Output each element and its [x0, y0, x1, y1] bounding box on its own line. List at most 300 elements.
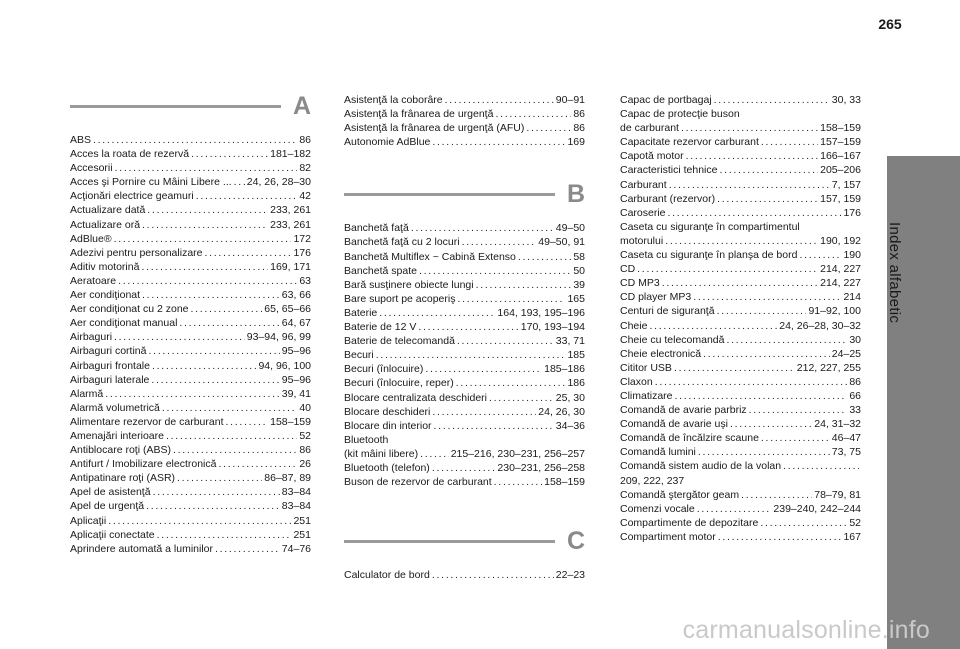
dot-leader	[675, 389, 848, 403]
dot-leader	[215, 542, 280, 556]
index-entry-pages: 165	[567, 292, 585, 305]
index-entry-pages: 39, 41	[281, 387, 311, 400]
index-entry	[620, 107, 861, 121]
index-entry-title: Comandă sistem audio de la volan	[620, 460, 782, 473]
section-rule	[344, 540, 555, 543]
dot-leader	[693, 290, 841, 304]
index-entry	[620, 178, 861, 192]
index-entry-title: Comandă de încălzire scaune	[620, 432, 759, 445]
index-entry-pages: 78–79, 81	[814, 488, 861, 501]
section-header-b	[344, 181, 585, 221]
dot-leader	[749, 403, 848, 417]
index-entry	[344, 221, 585, 235]
index-entry-pages: 50	[573, 264, 585, 277]
index-entry-pages: 176	[293, 246, 311, 259]
index-entry-title: Bluetooth	[344, 433, 389, 446]
dot-leader	[717, 304, 807, 318]
index-entry	[70, 175, 311, 189]
index-entry	[344, 461, 585, 475]
dot-leader	[425, 362, 542, 376]
dot-leader	[141, 260, 268, 274]
index-entry-pages: 52	[849, 516, 861, 529]
page-number: 265	[878, 16, 902, 32]
dot-leader	[760, 516, 847, 530]
index-entry-pages: 214, 227	[820, 277, 861, 290]
index-entry-title: Actualizare oră	[70, 218, 141, 231]
index-entry-pages: 190	[843, 249, 861, 262]
index-entry	[620, 502, 861, 516]
dot-leader	[226, 415, 269, 429]
index-entry-pages: 86	[299, 134, 311, 146]
dot-leader	[108, 514, 291, 528]
index-entry-pages: 74–76	[281, 542, 311, 555]
dot-leader	[162, 401, 297, 415]
index-entry	[70, 485, 311, 499]
index-entry-title: Becuri (înlocuire, reper)	[344, 377, 454, 390]
index-entry-pages: 83–84	[281, 500, 311, 513]
entry-list-a-continued	[344, 93, 585, 149]
dot-leader	[173, 443, 297, 457]
index-entry-title: Acces şi Pornire cu Mâini Libere ...	[70, 176, 232, 189]
watermark-text: carmanualsonline.info	[682, 616, 930, 644]
section-rule	[344, 193, 555, 196]
index-entry	[70, 542, 311, 556]
dot-leader	[686, 149, 818, 163]
dot-leader	[114, 232, 292, 246]
index-entry-title: Aer condiţionat manual	[70, 317, 178, 330]
index-entry-pages: 214	[843, 291, 861, 304]
index-entry-pages: 30, 33	[831, 94, 861, 106]
index-entry	[620, 445, 861, 459]
index-entry	[620, 347, 861, 361]
index-entry-pages: 230–231, 256–258	[497, 461, 585, 474]
dot-leader	[462, 235, 537, 249]
index-entry-title: Airbaguri cortină	[70, 345, 147, 358]
index-entry-pages: 86	[299, 444, 311, 457]
dot-leader	[148, 344, 279, 358]
index-entry-pages: 157, 159	[820, 192, 861, 205]
index-entry-title: Blocare centralizata deschideri	[344, 391, 487, 404]
dot-leader	[432, 405, 536, 419]
dot-leader	[166, 429, 297, 443]
section-header-c	[344, 528, 585, 568]
index-entry	[620, 431, 861, 445]
index-entry-pages: 83–84	[281, 486, 311, 499]
index-entry-title: AdBlue®	[70, 232, 112, 245]
index-entry-pages: 42	[299, 190, 311, 203]
dot-leader	[649, 319, 777, 333]
index-entry-title: Capac de protecţie buson	[620, 108, 740, 121]
index-entry-title: Adezivi pentru personalizare	[70, 246, 203, 259]
index-entry	[70, 514, 311, 528]
index-entry-title: CD	[620, 263, 636, 276]
index-entry-pages: 239–240, 242–244	[773, 502, 861, 515]
index-entry-pages: 169, 171	[270, 260, 311, 273]
index-entry	[620, 304, 861, 318]
index-entry	[70, 471, 311, 485]
dot-leader	[418, 320, 518, 334]
dot-leader	[518, 250, 571, 264]
index-entry	[344, 447, 585, 461]
index-entry-title: Calculator de bord	[344, 569, 430, 582]
index-entry-pages: 158–159	[544, 476, 585, 489]
index-entry-title: Climatizare	[620, 389, 673, 402]
dot-leader	[668, 206, 842, 220]
dot-leader	[445, 93, 554, 107]
index-entry-title: Autonomie AdBlue	[344, 136, 431, 149]
dot-leader	[419, 264, 571, 278]
dot-leader	[432, 461, 496, 475]
index-entry-title: Blocare din interior	[344, 419, 432, 432]
dot-leader	[783, 459, 859, 473]
index-entry-pages: 181–182	[270, 148, 311, 161]
index-entry	[620, 276, 861, 290]
index-entry	[620, 206, 861, 220]
index-entry-title: Antifurt / Imobilizare electronică	[70, 458, 217, 471]
index-entry	[344, 405, 585, 419]
index-entry-title: Compartimente de depozitare	[620, 516, 759, 529]
dot-leader	[411, 221, 554, 235]
index-entry	[344, 235, 585, 249]
index-entry-pages: 64, 67	[281, 317, 311, 330]
index-entry-title: Comandă lumini	[620, 446, 696, 459]
index-entry-title: Alimentare rezervor de carburant	[70, 415, 224, 428]
dot-leader	[681, 121, 818, 135]
dot-leader	[191, 302, 263, 316]
index-entry	[70, 218, 311, 232]
dot-leader	[718, 530, 842, 544]
index-entry	[344, 334, 585, 348]
dot-leader	[730, 417, 812, 431]
index-entry-title: Banchetă faţă	[344, 222, 409, 235]
index-entry-title: Asistenţă la frânarea de urgenţă (AFU)	[344, 122, 525, 135]
index-column-3	[620, 93, 861, 544]
index-entry	[620, 234, 861, 248]
index-entry-pages: 157–159	[820, 136, 861, 149]
index-entry-pages: 214, 227	[820, 263, 861, 276]
index-entry-pages: 33	[849, 404, 861, 417]
index-entry	[344, 419, 585, 433]
index-entry-pages: 24, 26–28, 30–32	[779, 319, 861, 332]
index-entry	[344, 320, 585, 334]
index-entry-title: Caseta cu siguranţe în compartimentul	[620, 220, 800, 233]
index-entry	[70, 528, 311, 542]
index-entry-pages: 33, 71	[555, 335, 585, 348]
dot-leader	[151, 373, 279, 387]
index-entry-pages: 49–50, 91	[538, 236, 585, 249]
dot-leader	[142, 288, 280, 302]
index-entry	[344, 107, 585, 121]
index-entry-title: Capotă motor	[620, 150, 684, 163]
index-entry	[344, 348, 585, 362]
index-entry-title: Antipatinare roţi (ASR)	[70, 472, 176, 485]
index-entry	[344, 93, 585, 107]
dot-leader	[526, 121, 571, 135]
index-entry	[344, 250, 585, 264]
index-entry-pages: 212, 227, 255	[796, 361, 861, 374]
dot-leader	[179, 316, 279, 330]
index-entry-pages: 185–186	[544, 363, 585, 376]
index-entry	[620, 403, 861, 417]
index-entry	[620, 163, 861, 177]
dot-leader	[177, 471, 262, 485]
index-entry-pages: 24, 26, 28–30	[246, 176, 311, 189]
index-entry-title: Aplicaţii	[70, 514, 107, 527]
index-entry-pages: 205–206	[820, 164, 861, 177]
index-entry-title: Caroserie	[620, 206, 666, 219]
index-entry-title: Asistenţă la frânarea de urgenţă	[344, 108, 494, 121]
index-entry-title: Compartiment motor	[620, 530, 716, 543]
index-entry	[70, 189, 311, 203]
index-entry	[70, 344, 311, 358]
dot-leader	[152, 359, 256, 373]
index-entry	[70, 133, 311, 147]
index-entry-title: Airbaguri frontale	[70, 359, 150, 372]
dot-leader	[118, 274, 297, 288]
index-entry-pages: 94, 96, 100	[258, 359, 311, 372]
dot-leader	[741, 488, 812, 502]
dot-leader	[234, 175, 245, 189]
dot-leader	[93, 133, 297, 147]
index-entry-pages: 95–96	[281, 373, 311, 386]
index-entry-pages: 46–47	[831, 432, 861, 445]
index-entry-pages: 86	[573, 122, 585, 135]
index-entry-title: Alarmă	[70, 387, 104, 400]
index-entry-pages: 73, 75	[831, 446, 861, 459]
dot-leader	[142, 218, 268, 232]
index-entry-title: Centuri de siguranţă	[620, 305, 715, 318]
index-entry-pages: 22–23	[555, 569, 585, 582]
index-entry	[620, 516, 861, 530]
index-entry-title: Aditiv motorină	[70, 260, 140, 273]
index-entry	[70, 274, 311, 288]
index-entry-pages: 65, 65–66	[264, 303, 311, 316]
index-entry-title: Banchetă spate	[344, 264, 417, 277]
index-entry-pages: 164, 193, 195–196	[497, 306, 585, 319]
index-entry	[620, 290, 861, 304]
index-entry-title: Bare suport pe acoperiş	[344, 292, 456, 305]
dot-leader	[147, 203, 268, 217]
index-entry-pages: 39	[573, 278, 585, 291]
index-entry-pages: 24, 31–32	[814, 418, 861, 431]
index-entry	[70, 499, 311, 513]
index-entry-pages: 251	[293, 528, 311, 541]
index-entry-title: CD player MP3	[620, 291, 692, 304]
index-entry-title: ABS	[70, 134, 92, 146]
index-entry	[344, 568, 585, 582]
entry-list-c-continued	[620, 93, 861, 544]
dot-leader	[376, 348, 566, 362]
index-entry-title: Capac de portbagaj	[620, 94, 712, 106]
index-entry-title: Buson de rezervor de carburant	[344, 476, 492, 489]
index-entry-title: Becuri	[344, 349, 374, 362]
index-entry-pages: 52	[299, 429, 311, 442]
index-entry-title: Carburant (rezervor)	[620, 192, 716, 205]
dot-leader	[420, 447, 449, 461]
index-entry-title: Aplicaţii conectate	[70, 528, 155, 541]
index-entry-pages: 82	[299, 162, 311, 175]
index-entry-title: Apel de urgenţă	[70, 500, 145, 513]
index-entry	[70, 246, 311, 260]
index-entry	[70, 147, 311, 161]
index-entry-pages: 190, 192	[820, 234, 861, 247]
index-entry	[620, 220, 861, 234]
index-entry	[70, 359, 311, 373]
index-entry-title: 209, 222, 237	[620, 474, 685, 487]
index-entry	[620, 121, 861, 135]
index-entry-title: motorului	[620, 234, 664, 247]
index-entry-title: Aeratoare	[70, 274, 117, 287]
index-entry-pages: 58	[573, 250, 585, 263]
section-header-a	[70, 93, 311, 133]
index-entry	[620, 333, 861, 347]
index-entry-pages: 158–159	[820, 122, 861, 135]
dot-leader	[153, 485, 280, 499]
index-entry-pages: 25, 30	[555, 391, 585, 404]
dot-leader	[669, 178, 830, 192]
index-entry-title: (kit mâini libere)	[344, 447, 419, 460]
index-entry-title: Caseta cu siguranţe în planşa de bord	[620, 249, 798, 262]
index-entry-title: Airbaguri laterale	[70, 373, 150, 386]
index-entry-pages: 172	[293, 232, 311, 245]
index-entry-pages: 185	[567, 349, 585, 362]
index-entry-title: Baterie de telecomandă	[344, 335, 455, 348]
index-entry-title: Airbaguri	[70, 331, 113, 344]
index-entry	[344, 475, 585, 489]
index-entry-title: Alarmă volumetrică	[70, 401, 160, 414]
dot-leader	[205, 246, 292, 260]
index-entry	[70, 203, 311, 217]
index-entry-pages: 93–94, 96, 99	[246, 331, 311, 344]
index-entry	[620, 530, 861, 544]
index-entry-title: Comandă de avarie uşi	[620, 418, 728, 431]
index-entry-title: Acţionări electrice geamuri	[70, 190, 194, 203]
index-entry	[344, 121, 585, 135]
dot-leader	[434, 419, 554, 433]
index-entry-title: Antiblocare roţi (ABS)	[70, 444, 171, 457]
dot-leader	[703, 347, 830, 361]
index-entry	[70, 429, 311, 443]
index-entry-title: Accesorii	[70, 162, 113, 175]
index-entry-title: Acces la roata de rezervă	[70, 148, 190, 161]
dot-leader	[191, 147, 268, 161]
index-entry-title: Amenajări interioare	[70, 429, 164, 442]
dot-leader	[379, 306, 495, 320]
dot-leader	[674, 361, 795, 375]
index-column-2	[344, 93, 585, 582]
dot-leader	[114, 330, 245, 344]
index-entry	[620, 488, 861, 502]
dot-leader	[761, 135, 818, 149]
index-entry	[344, 306, 585, 320]
entry-list-c	[344, 568, 585, 582]
index-entry-pages: 7, 157	[831, 178, 861, 191]
index-entry	[70, 302, 311, 316]
index-entry-pages: 167	[843, 530, 861, 543]
index-entry-title: Capacitate rezervor carburant	[620, 136, 759, 149]
index-entry-pages: 26	[299, 458, 311, 471]
dot-leader	[432, 568, 554, 582]
index-entry-pages: 90–91	[555, 94, 585, 106]
index-entry-pages: 233, 261	[270, 218, 311, 231]
section-rule	[70, 105, 281, 108]
index-entry	[620, 248, 861, 262]
index-entry	[620, 149, 861, 163]
index-entry-title: Bluetooth (telefon)	[344, 461, 430, 474]
dot-leader	[146, 499, 280, 513]
dot-leader	[495, 107, 571, 121]
index-entry	[70, 443, 311, 457]
index-entry	[70, 260, 311, 274]
dot-leader	[698, 445, 830, 459]
dot-leader	[196, 189, 298, 203]
dot-leader	[662, 276, 818, 290]
index-column-1	[70, 93, 311, 556]
index-entry-pages: 251	[293, 514, 311, 527]
dot-leader	[714, 93, 830, 107]
index-entry-pages: 169	[567, 136, 585, 149]
index-entry-title: CD MP3	[620, 277, 660, 290]
dot-leader	[457, 292, 565, 306]
index-entry-title: Aer condiţionat cu 2 zone	[70, 303, 189, 316]
index-entry-pages: 86	[573, 108, 585, 121]
dot-leader	[456, 376, 566, 390]
section-letter-a: A	[292, 92, 311, 120]
dot-leader	[476, 278, 572, 292]
index-entry-title: Baterie	[344, 306, 378, 319]
index-entry-pages: 158–159	[270, 415, 311, 428]
index-entry-title: Baterie de 12 V	[344, 321, 417, 334]
index-entry-title: Actualizare dată	[70, 204, 146, 217]
dot-leader	[115, 161, 298, 175]
index-entry-title: Cheie	[620, 319, 648, 332]
index-entry	[620, 361, 861, 375]
index-entry	[620, 474, 861, 488]
dot-leader	[105, 387, 280, 401]
index-entry	[70, 373, 311, 387]
index-entry-pages: 34–36	[555, 419, 585, 432]
index-entry-title: Blocare deschideri	[344, 405, 431, 418]
index-entry-pages: 66	[849, 389, 861, 402]
index-entry-title: Comandă ştergător geam	[620, 488, 740, 501]
dot-leader	[432, 135, 565, 149]
index-entry	[70, 415, 311, 429]
index-entry	[620, 319, 861, 333]
index-entry-title: Becuri (înlocuire)	[344, 363, 424, 376]
index-entry	[620, 389, 861, 403]
index-entry	[344, 278, 585, 292]
index-entry	[344, 391, 585, 405]
dot-leader	[761, 431, 830, 445]
dot-leader	[637, 262, 818, 276]
index-entry-pages: 30	[849, 333, 861, 346]
entry-list-a	[70, 133, 311, 556]
side-tab-label: Index alfabetic	[886, 222, 903, 324]
index-entry-pages: 49–50	[555, 222, 585, 235]
index-entry-pages: 63, 66	[281, 289, 311, 302]
index-entry-pages: 166–167	[820, 150, 861, 163]
dot-leader	[717, 192, 818, 206]
index-entry	[70, 316, 311, 330]
index-entry-pages: 24, 26, 30	[538, 405, 585, 418]
dot-leader	[719, 163, 818, 177]
index-entry-pages: 233, 261	[270, 204, 311, 217]
index-entry	[344, 376, 585, 390]
index-entry	[70, 387, 311, 401]
index-entry-title: Comenzi vocale	[620, 502, 695, 515]
section-letter-b: B	[566, 180, 585, 209]
index-entry-pages: 176	[843, 206, 861, 219]
